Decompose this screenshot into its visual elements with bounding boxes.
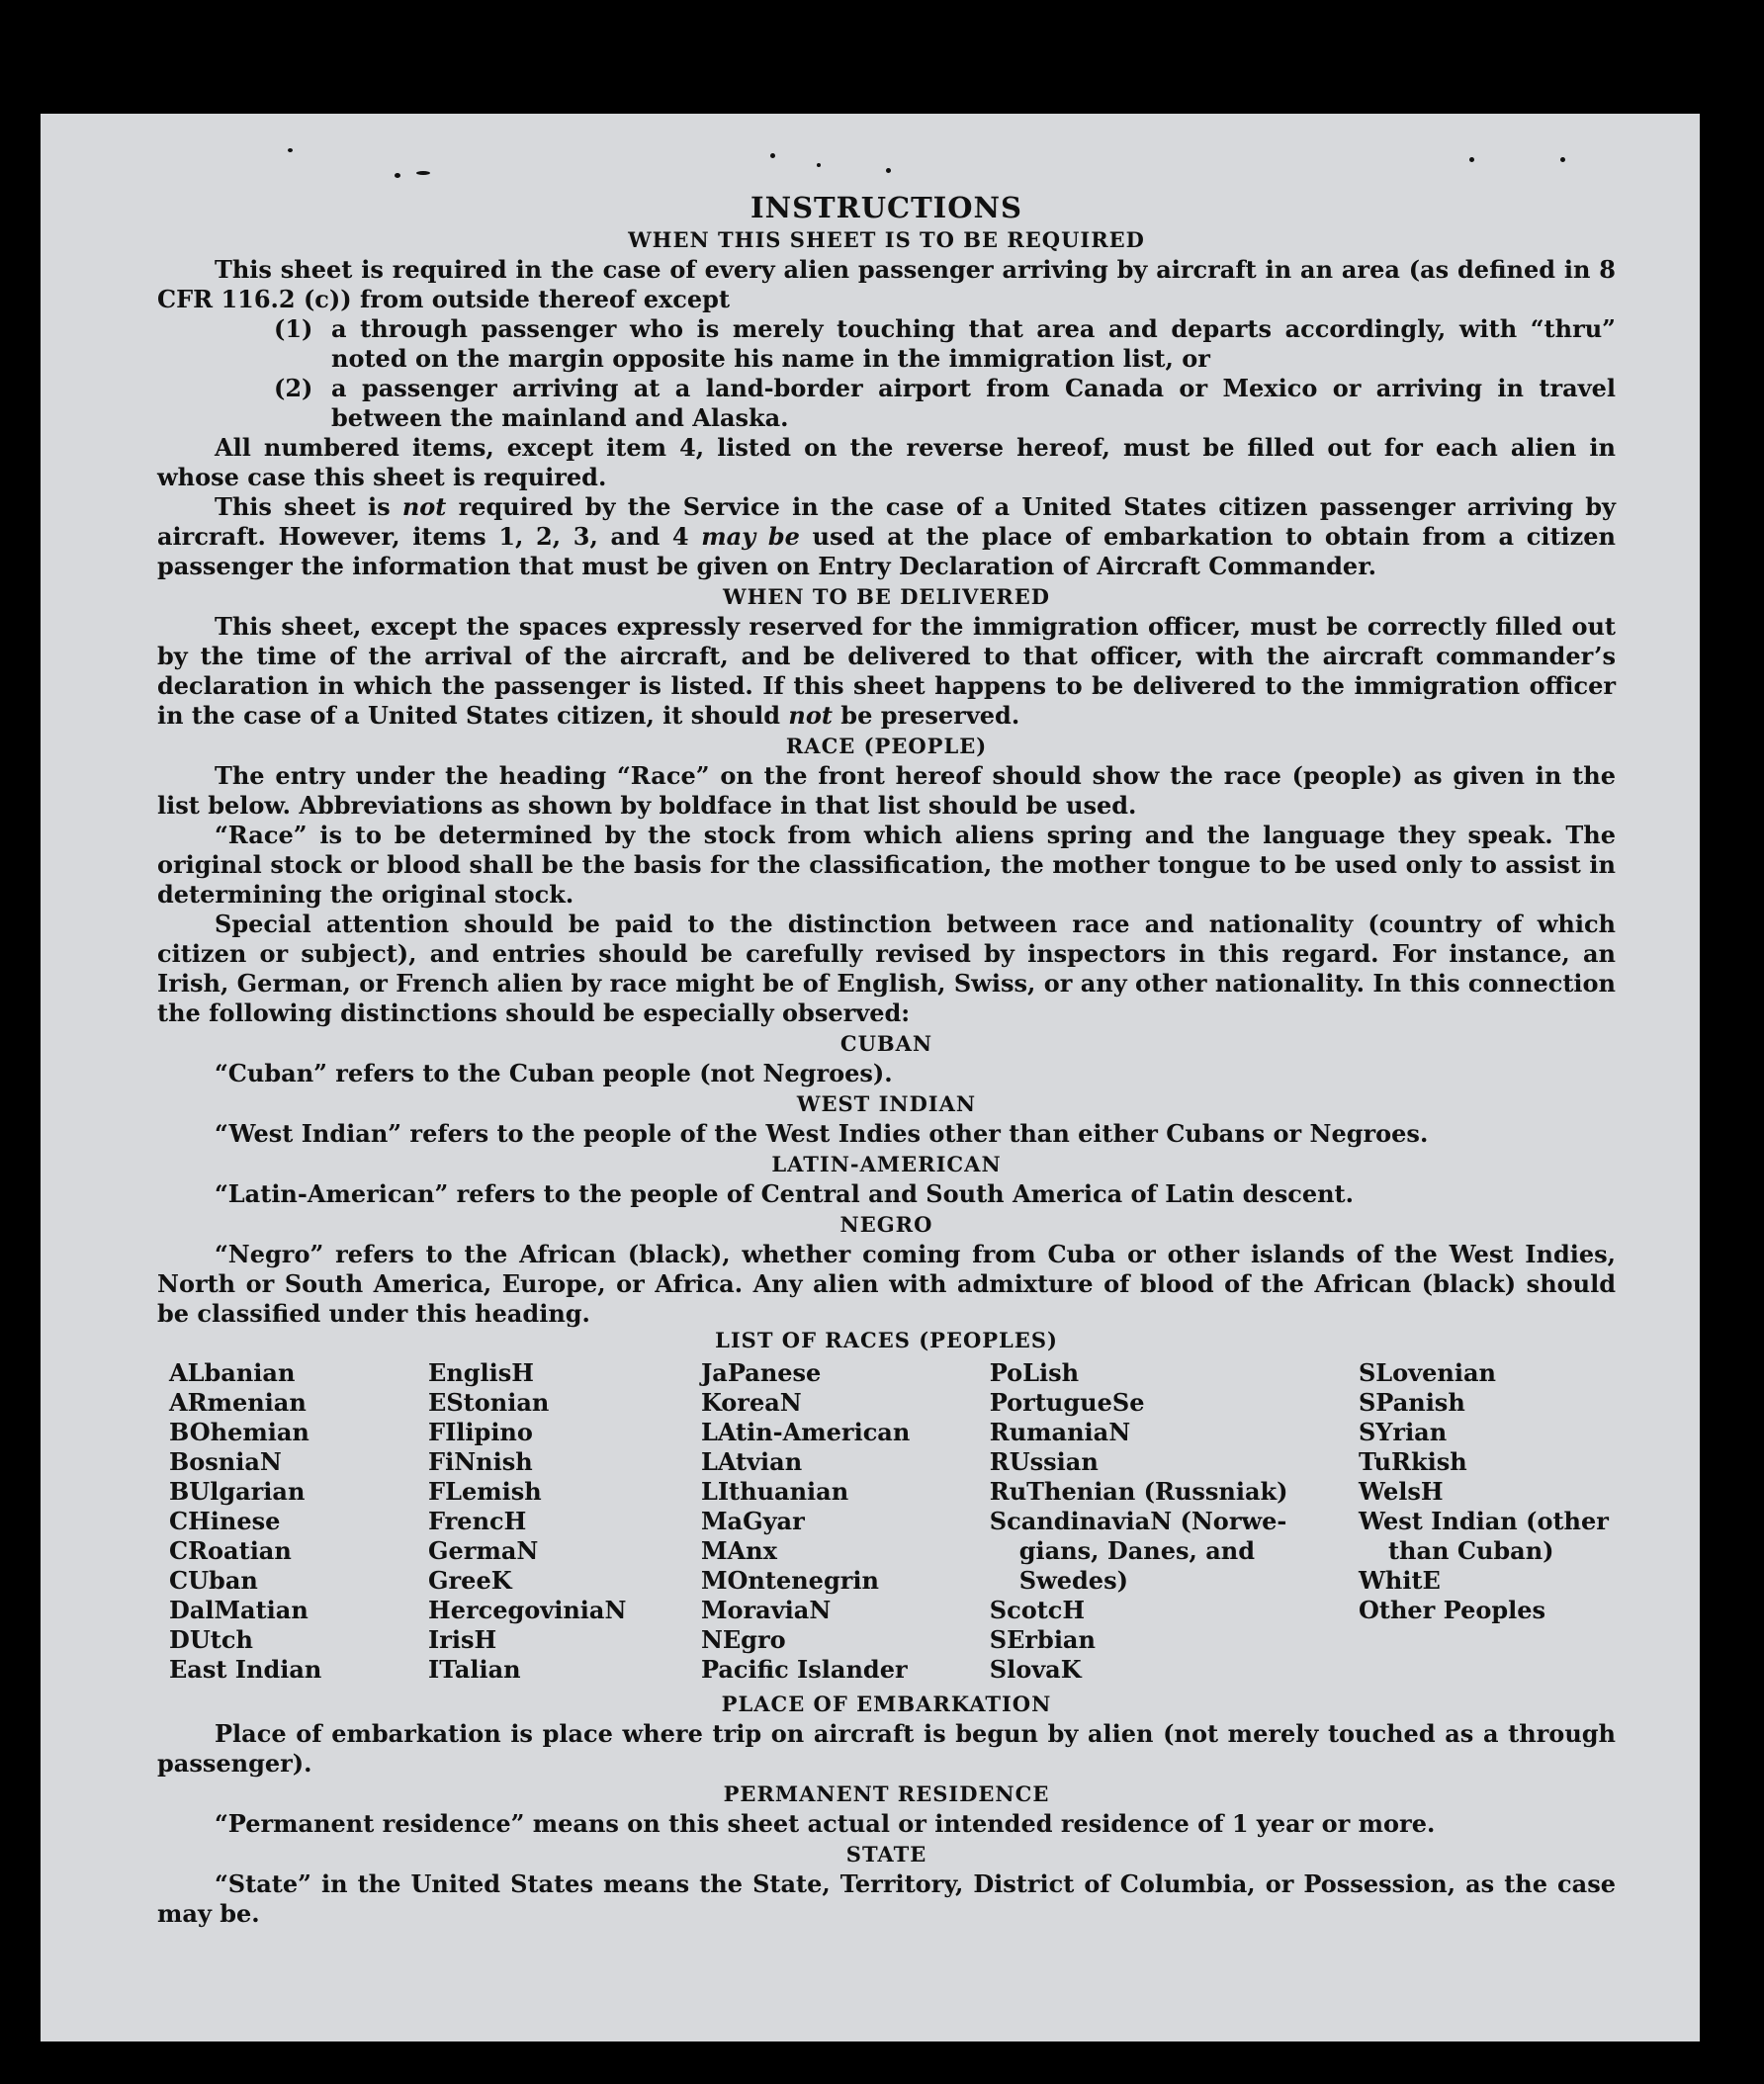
races-column-5 — [1359, 1358, 1616, 1685]
race-item: SlovaK — [989, 1655, 1082, 1684]
race-item: MoraviaN — [700, 1596, 832, 1624]
race-item-continuation: Swedes) — [1018, 1566, 1128, 1595]
text-span: This sheet, except the spaces expressly reserved for the immigration officer, must be correctly filled out by the time of the arrival of the aircraft, and be delivered to that officer, with the aircraft commander’s declaration in which the passenger is listed. If this sheet happens to be delivered to the immigration officer in the case of a United States citizen, it should — [157, 612, 1616, 730]
text-span: used at the place of embarkation to obtain from a citizen passenger the information that must be given on Entry Declaration of Aircraft Commander. — [157, 522, 1617, 580]
race-item: SPanish — [1358, 1388, 1465, 1417]
race-item: ITalian — [428, 1655, 521, 1684]
race-item-continuation: gians, Danes, and — [1018, 1536, 1255, 1565]
paragraph-special-attention: Special attention should be paid to the distinction between race and nationality (country of which citizen or subject), and entries should be carefully revised by inspectors in this regard. For instance, an Irish, German, or French alien by race might be of English, Swiss, or any other nationality. In this connection the following distinctions should be especially observed: — [157, 910, 1616, 1027]
races-column-1 — [157, 1358, 428, 1685]
text-span: be preserved. — [832, 701, 1020, 730]
heading-place-of-embarkation: PLACE OF EMBARKATION — [721, 1692, 1052, 1716]
race-item: East Indian — [169, 1655, 322, 1684]
race-item: CUban — [169, 1566, 258, 1595]
race-item: MAnx — [700, 1536, 777, 1565]
race-item: RumaniaN — [989, 1418, 1131, 1446]
races-column-3 — [701, 1358, 990, 1685]
race-item: PoLish — [989, 1358, 1080, 1387]
race-item: KoreaN — [700, 1388, 802, 1417]
definition-state: “State” in the United States means the State, Territory, District of Columbia, or Possession, as the case may be. — [157, 1869, 1616, 1928]
race-item: FiNnish — [428, 1447, 533, 1476]
race-item: WelsH — [1358, 1477, 1444, 1506]
speck — [395, 173, 400, 178]
race-item: ALbanian — [169, 1358, 296, 1387]
race-item: MOntenegrin — [700, 1566, 879, 1595]
definition-negro: “Negro” refers to the African (black), whether coming from Cuba or other islands of the West Indies, North or South America, Europe, or Africa. Any alien with admixture of blood of the African (black) should be classified under this heading. — [157, 1240, 1616, 1328]
races-list — [157, 1358, 1616, 1685]
heading-latin-american: LATIN-AMERICAN — [771, 1152, 1002, 1176]
race-item: GermaN — [428, 1536, 539, 1565]
instructions-content — [157, 191, 1616, 1929]
italic-span: not — [788, 701, 833, 730]
race-item: CHinese — [169, 1507, 281, 1535]
speck — [416, 171, 430, 175]
text-span: required by the Service in the case of a United States citizen passenger arriving by aircraft. However, items 1, 2, 3, and 4 — [157, 492, 1616, 551]
race-item: WhitE — [1358, 1566, 1441, 1595]
race-item-continuation: than Cuban) — [1387, 1536, 1554, 1565]
race-item: SErbian — [989, 1625, 1096, 1654]
paragraph-delivered — [157, 612, 1616, 731]
race-item: EStonian — [428, 1388, 550, 1417]
race-item: EnglisH — [428, 1358, 534, 1387]
italic-span: not — [401, 492, 447, 521]
definition-permanent-residence: “Permanent residence” means on this sheet actual or intended residence of 1 year or more. — [215, 1809, 1436, 1838]
race-item: Pacific Islander — [700, 1655, 908, 1684]
paragraph-race-entry: The entry under the heading “Race” on the front hereof should show the race (people) as given in the list below. Abbreviations as shown by boldface in that list should be used. — [157, 761, 1616, 820]
race-item: ScandinaviaN (Norwe- — [989, 1507, 1287, 1535]
definition-embarkation: Place of embarkation is place where trip on aircraft is begun by alien (not merely touched as a through passenger). — [157, 1719, 1616, 1778]
paragraph-required: This sheet is required in the case of every alien passenger arriving by aircraft in an area (as defined in 8 CFR 116.2 (c)) from outside thereof except — [157, 255, 1616, 313]
speck — [1560, 157, 1565, 162]
race-item: CRoatian — [169, 1536, 292, 1565]
race-item: LAtvian — [700, 1447, 803, 1476]
race-item: FrencH — [428, 1507, 527, 1535]
race-item: RuThenian (Russniak) — [989, 1477, 1288, 1506]
race-item: TuRkish — [1358, 1447, 1467, 1476]
heading-list-of-races: LIST OF RACES (PEOPLES) — [715, 1328, 1058, 1352]
definition-latin-american: “Latin-American” refers to the people of Central and South America of Latin descent. — [215, 1179, 1354, 1208]
heading-permanent-residence: PERMANENT RESIDENCE — [723, 1781, 1050, 1806]
item-text: a through passenger who is merely touching that area and departs accordingly, with “thru” noted on the margin opposite his name in the immigration list, or — [331, 314, 1616, 373]
speck — [817, 163, 821, 167]
item-number: (2) — [274, 374, 313, 402]
speck — [288, 148, 293, 152]
race-item: DUtch — [169, 1625, 253, 1654]
race-item: West Indian (other — [1358, 1507, 1609, 1535]
race-item: ARmenian — [169, 1388, 307, 1417]
race-item: JaPanese — [700, 1358, 822, 1387]
speck — [1469, 157, 1474, 162]
race-item: HercegoviniaN — [428, 1596, 627, 1624]
race-item: MaGyar — [700, 1507, 805, 1535]
document-sheet — [41, 114, 1700, 2041]
race-item: FLemish — [428, 1477, 542, 1506]
race-item: IrisH — [428, 1625, 497, 1654]
paragraph-numbered-items: All numbered items, except item 4, listed on the reverse hereof, must be filled out for each alien in whose case this sheet is required. — [157, 433, 1616, 491]
race-item: RUssian — [989, 1447, 1099, 1476]
definition-cuban: “Cuban” refers to the Cuban people (not Negroes). — [215, 1059, 893, 1087]
definition-west-indian: “West Indian” refers to the people of the West Indies other than either Cubans or Negroes. — [215, 1119, 1429, 1148]
race-item: LAtin-American — [700, 1418, 911, 1446]
race-item: DalMatian — [169, 1596, 309, 1624]
item-text: a passenger arriving at a land-border airport from Canada or Mexico or arriving in travel between the mainland and Alaska. — [331, 374, 1616, 432]
heading-state: STATE — [845, 1842, 927, 1867]
races-column-2 — [428, 1358, 701, 1685]
race-item: LIthuanian — [700, 1477, 849, 1506]
heading-cuban: CUBAN — [839, 1031, 933, 1056]
race-item: FIlipino — [428, 1418, 533, 1446]
exception-item-2 — [157, 374, 1616, 433]
race-item: GreeK — [428, 1566, 512, 1595]
text-span: This sheet is — [215, 492, 402, 521]
race-item: Other Peoples — [1358, 1596, 1546, 1624]
race-item: SYrian — [1358, 1418, 1448, 1446]
page-title: INSTRUCTIONS — [750, 191, 1022, 224]
heading-west-indian: WEST INDIAN — [796, 1091, 977, 1116]
heading-when-required: WHEN THIS SHEET IS TO BE REQUIRED — [628, 227, 1145, 252]
exception-item-1 — [157, 314, 1616, 374]
paragraph-citizen — [157, 492, 1616, 581]
heading-race: RACE (PEOPLE) — [785, 734, 988, 758]
heading-when-delivered: WHEN TO BE DELIVERED — [722, 584, 1050, 609]
paragraph-race-determined: “Race” is to be determined by the stock from which aliens spring and the language they speak. The original stock or blood shall be the basis for the classification, the mother tongue to be used only to assist in determining the original stock. — [157, 821, 1616, 909]
race-item: SLovenian — [1358, 1358, 1496, 1387]
race-item: PortugueSe — [989, 1388, 1145, 1417]
race-item: BUlgarian — [169, 1477, 306, 1506]
speck — [770, 153, 775, 158]
race-item: NEgro — [700, 1625, 786, 1654]
race-item: BosniaN — [169, 1447, 282, 1476]
heading-negro: NEGRO — [839, 1212, 933, 1237]
races-column-4 — [990, 1358, 1359, 1685]
race-item: BOhemian — [169, 1418, 309, 1446]
item-number: (1) — [274, 314, 313, 343]
speck — [886, 168, 891, 173]
italic-span: may be — [701, 522, 800, 551]
race-item: ScotcH — [989, 1596, 1086, 1624]
